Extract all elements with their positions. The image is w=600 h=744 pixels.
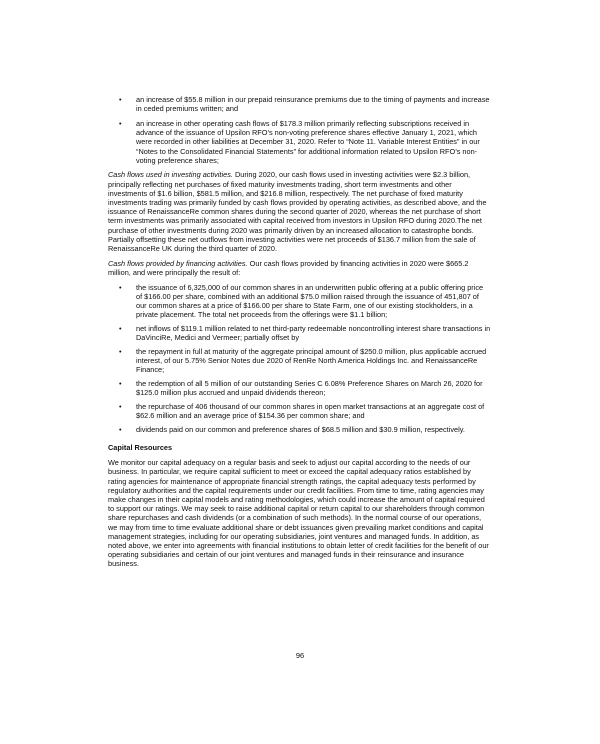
bullet-text: the repurchase of 406 thousand of our common shares in open market transactions at an aggregate cost of $62.6 million and an average price of $154.36 per common share; and [136, 401, 485, 421]
financing-bullet-list [108, 283, 491, 434]
bullet-item [108, 347, 491, 375]
bullet-marker: • [119, 378, 122, 388]
bullet-marker: • [119, 346, 122, 356]
bullet-text: net inflows of $119.1 million related to net third-party redeemable noncontrolling interest share transactions in DaVinciRe, Medici and Vermeer; partially offset by [136, 323, 491, 343]
financing-paragraph [108, 259, 491, 277]
financing-text: Our cash flows provided by financing activities in 2020 were $665.2 million, and were principally the result of: [108, 258, 469, 277]
bullet-text: the repayment in full at maturity of the aggregate principal amount of $250.0 million, plus applicable accrued interest, of our 5.75% Senior Notes due 2020 of RenRe North America Holdings Inc. and RenaissanceRe Finance; [136, 346, 487, 375]
capital-resources-heading: Capital Resources [108, 443, 173, 452]
bullet-marker: • [119, 282, 122, 292]
bullet-item [108, 119, 491, 165]
bullet-marker: • [119, 401, 122, 411]
bullet-text: the redemption of all 5 million of our outstanding Series C 6.08% Preference Shares on March 26, 2020 for $125.0 million plus accrued and unpaid dividends thereon; [136, 378, 483, 398]
financing-lead: Cash flows provided by financing activities. [108, 258, 248, 268]
bullet-item [108, 379, 491, 397]
investing-paragraph [108, 170, 491, 253]
bullet-item [108, 95, 491, 113]
investing-lead: Cash flows used in investing activities. [108, 170, 233, 180]
bullet-marker: • [119, 323, 122, 333]
bullet-text: the issuance of 6,325,000 of our common shares in an underwritten public offering at a public offering price of $166.00 per share, combined with an additional $75.0 million raised through the issuance of 451,807 of our common shares at a price of $166.00 per share to State Farm, one of our existing stockholders, in a private placement. The total net proceeds from the offerings were $1.1 billion; [136, 282, 484, 320]
bullet-item [108, 283, 491, 320]
bullet-text: an increase in other operating cash flows of $178.3 million primarily reflecting subscriptions received in advance of the issuance of Upsilon RFO’s non-voting preference shares effective January 1, 2021, which were recorded in other liabilities at December 31, 2020. Refer to “Note 11. Variable Interest Entities” in our “Notes to the Consolidated Financial Statements” for additional information related to Upsilon RFO’s non-voting preference shares; [136, 118, 480, 165]
bullet-item [108, 324, 491, 342]
bullet-marker: • [119, 424, 122, 434]
page-number: 96 [295, 651, 305, 660]
bullet-item [108, 425, 491, 434]
bullet-marker: • [119, 118, 122, 128]
capital-resources-paragraph: We monitor our capital adequacy on a regular basis and seek to adjust our capital according to the needs of our business. In particular, we require capital sufficient to meet or exceed the capital adequacy ratios established by rating agencies for maintenance of appropriate financial strength ratings, the capital adequacy tests performed by regulatory authorities and the capital requirements under our credit facilities. From time to time, rating agencies may make changes in their capital models and rating methodologies, which could increase the amount of capital required to support our ratings. We may seek to raise additional capital or return capital to our shareholders through common share repurchases and cash dividends (or a combination of such methods). In the normal course of our operations, we may from time to time evaluate additional share or debt issuances given prevailing market conditions and capital management strategies, including for our operating subsidiaries, joint ventures and managed funds. In addition, as noted above, we enter into agreements with financial institutions to obtain letter of credit facilities for the benefit of our operating subsidiaries and certain of our joint ventures and managed funds in their reinsurance and insurance business. [108, 458, 489, 569]
bullet-item [108, 402, 491, 420]
bullet-text: an increase of $55.8 million in our prepaid reinsurance premiums due to the timing of payments and increase in ceded premiums written; and [136, 95, 490, 114]
document-body [108, 95, 491, 574]
bullet-marker: • [119, 95, 122, 104]
investing-text: During 2020, our cash flows used in investing activities were $2.3 billion, principally reflecting net purchases of fixed maturity investments trading, short term investments and other investments of $1.6 billion, $581.5 million, and $216.8 million, respectively. The net purchase of fixed maturity investments trading was primarily funded by cash flows provided by operating activities, as described above, and the issuance of RenaissanceRe common shares during the second quarter of 2020, whereas the net purchase of short term investments was primarily associated with capital received from investors in Upsilon RFO during 2020.The net purchase of other investments during 2020 was primarily driven by an increased allocation to catastrophe bonds. Partially offsetting these net outflows from investing activities were net proceeds of $136.7 million from the sale of RenaissanceRe UK during the third quarter of 2020. [108, 170, 487, 254]
bullet-text: dividends paid on our common and preference shares of $68.5 million and $30.9 million, respectively. [136, 424, 465, 434]
